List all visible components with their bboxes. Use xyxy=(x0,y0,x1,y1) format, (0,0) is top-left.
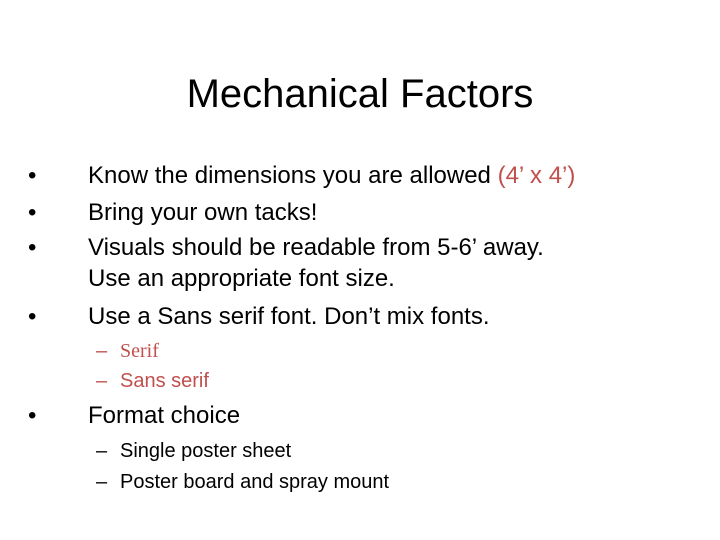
format-option-text: Poster board and spray mount xyxy=(120,471,390,493)
format-option-text: Single poster sheet xyxy=(120,440,292,462)
dash-icon: – xyxy=(96,471,108,493)
bullet-icon: • xyxy=(28,402,37,429)
bullet-text: Visuals should be readable from 5-6’ away. xyxy=(88,234,544,261)
bullet-icon: • xyxy=(28,234,37,261)
dash-icon: – xyxy=(96,370,108,392)
dash-icon: – xyxy=(96,340,108,362)
font-example-text: Serif xyxy=(120,340,159,362)
bullet-icon: • xyxy=(28,162,37,189)
bullet-text-continuation: Use an appropriate font size. xyxy=(88,265,395,292)
bullet-text: Format choice xyxy=(88,402,241,429)
bullet-text: Bring your own tacks! xyxy=(88,199,318,226)
bullet-text: Know the dimensions you are allowed xyxy=(88,162,498,189)
font-example-text: Sans serif xyxy=(120,370,209,392)
dash-icon: – xyxy=(96,440,108,462)
slide-title: Mechanical Factors xyxy=(186,72,534,116)
bullet-icon: • xyxy=(28,199,37,226)
bullet-icon: • xyxy=(28,303,37,330)
dimensions-highlight: (4’ x 4’) xyxy=(497,162,576,189)
bullet-text: Use a Sans serif font. Don’t mix fonts. xyxy=(88,303,490,330)
